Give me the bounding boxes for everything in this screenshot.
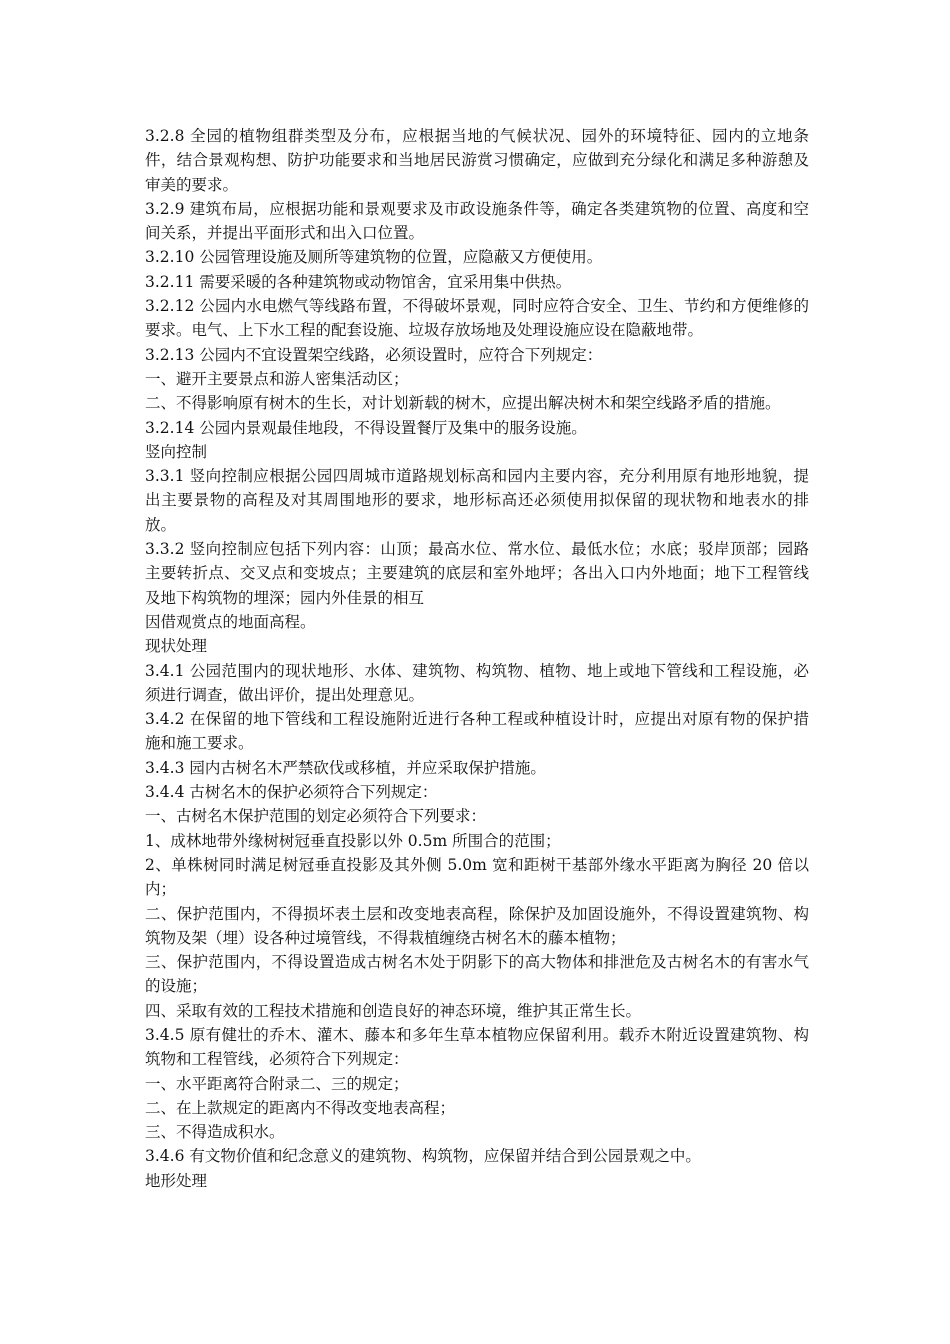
paragraph-3-2-8: 3.2.8 全园的植物组群类型及分布，应根据当地的气候状况、园外的环境特征、园内的立地条件，结合景观构想、防护功能要求和当地居民游赏习惯确定，应做到充分绿化和满足多种游憩及审美的要求。 [145, 127, 809, 194]
list-item: 一、避开主要景点和游人密集活动区； [145, 369, 409, 388]
paragraph-3-3-2: 3.3.2 竖向控制应包括下列内容：山顶；最高水位、常水位、最低水位；水底；驳岸顶部；园路主要转折点、交叉点和变坡点；主要建筑的底层和室外地坪；各出入口内外地面；地下工程管线及地下构筑物的埋深；园内外佳景的相互 [145, 540, 809, 607]
paragraph-3-4-3: 3.4.3 园内古树名木严禁砍伐或移植，并应采取保护措施。 [145, 758, 546, 777]
paragraph-3-2-10: 3.2.10 公园管理设施及厕所等建筑物的位置，应隐蔽又方便使用。 [145, 248, 603, 267]
document-body [145, 124, 809, 1193]
list-item: 2、单株树同时满足树冠垂直投影及其外侧 5.0m 宽和距树干基部外缘水平距离为胸径 20 倍以内； [145, 855, 809, 899]
list-item: 二、不得影响原有树木的生长，对计划新载的树木，应提出解决树木和架空线路矛盾的措施。 [145, 394, 781, 413]
list-item: 1、成林地带外缘树树冠垂直投影以外 0.5m 所围合的范围； [145, 831, 561, 850]
paragraph-3-2-13: 3.2.13 公园内不宜设置架空线路，必须设置时，应符合下列规定： [145, 345, 603, 364]
paragraph-3-4-1: 3.4.1 公园范围内的现状地形、水体、建筑物、构筑物、植物、地上或地下管线和工程设施，必须进行调查，做出评价，提出处理意见。 [145, 661, 809, 704]
paragraph-3-2-9: 3.2.9 建筑布局，应根据功能和景观要求及市政设施条件等，确定各类建筑物的位置、高度和空间关系，并提出平面形式和出入口位置。 [145, 199, 809, 243]
list-item: 四、采取有效的工程技术措施和创造良好的神态环境，维护其正常生长。 [145, 1001, 642, 1020]
paragraph-3-2-11: 3.2.11 需要采暖的各种建筑物或动物馆舍，宜采用集中供热。 [145, 272, 572, 291]
list-item: 一、水平距离符合附录二、三的规定； [145, 1074, 409, 1093]
paragraph-3-3-1: 3.3.1 竖向控制应根据公园四周城市道路规划标高和园内主要内容，充分利用原有地形地貌，提出主要景物的高程及对其周围地形的要求，地形标高还必须使用拟保留的现状物和地表水的排放。 [145, 467, 809, 534]
paragraph-3-4-6: 3.4.6 有文物价值和纪念意义的建筑物、构筑物，应保留并结合到公园景观之中。 [145, 1147, 701, 1166]
paragraph-3-4-2: 3.4.2 在保留的地下管线和工程设施附近进行各种工程或种植设计时，应提出对原有物的保护措施和施工要求。 [145, 710, 809, 753]
paragraph-3-2-12: 3.2.12 公园内水电燃气等线路布置，不得破坏景观，同时应符合安全、卫生、节约和方便维修的要求。电气、上下水工程的配套设施、垃圾存放场地及处理设施应设在隐蔽地带。 [145, 297, 809, 340]
paragraph-3-4-5: 3.4.5 原有健壮的乔木、灌木、藤本和多年生草本植物应保留利用。载乔木附近设置建筑物、构筑物和工程管线，必须符合下列规定： [145, 1025, 809, 1069]
section-heading-terrain: 地形处理 [145, 1171, 208, 1190]
list-item: 二、保护范围内，不得损坏表土层和改变地表高程，除保护及加固设施外，不得设置建筑物、构筑物及架（埋）设各种过境管线，不得栽植缠绕古树名木的藤本植物； [145, 904, 809, 947]
section-heading-existing-conditions: 现状处理 [145, 637, 208, 656]
list-item: 三、不得造成积水。 [145, 1123, 285, 1142]
list-item: 一、古树名木保护范围的划定必须符合下列要求： [145, 807, 487, 826]
list-item: 三、保护范围内，不得设置造成古树名木处于阴影下的高大物体和排泄危及古树名木的有害水气的设施； [145, 953, 809, 996]
list-item: 二、在上款规定的距离内不得改变地表高程； [145, 1098, 456, 1117]
paragraph-3-4-4: 3.4.4 古树名木的保护必须符合下列规定： [145, 783, 438, 802]
section-heading-vertical-control: 竖向控制 [145, 442, 208, 461]
paragraph-continuation: 因借观赏点的地面高程。 [145, 612, 316, 631]
paragraph-3-2-14: 3.2.14 公园内景观最佳地段，不得设置餐厅及集中的服务设施。 [145, 418, 587, 437]
